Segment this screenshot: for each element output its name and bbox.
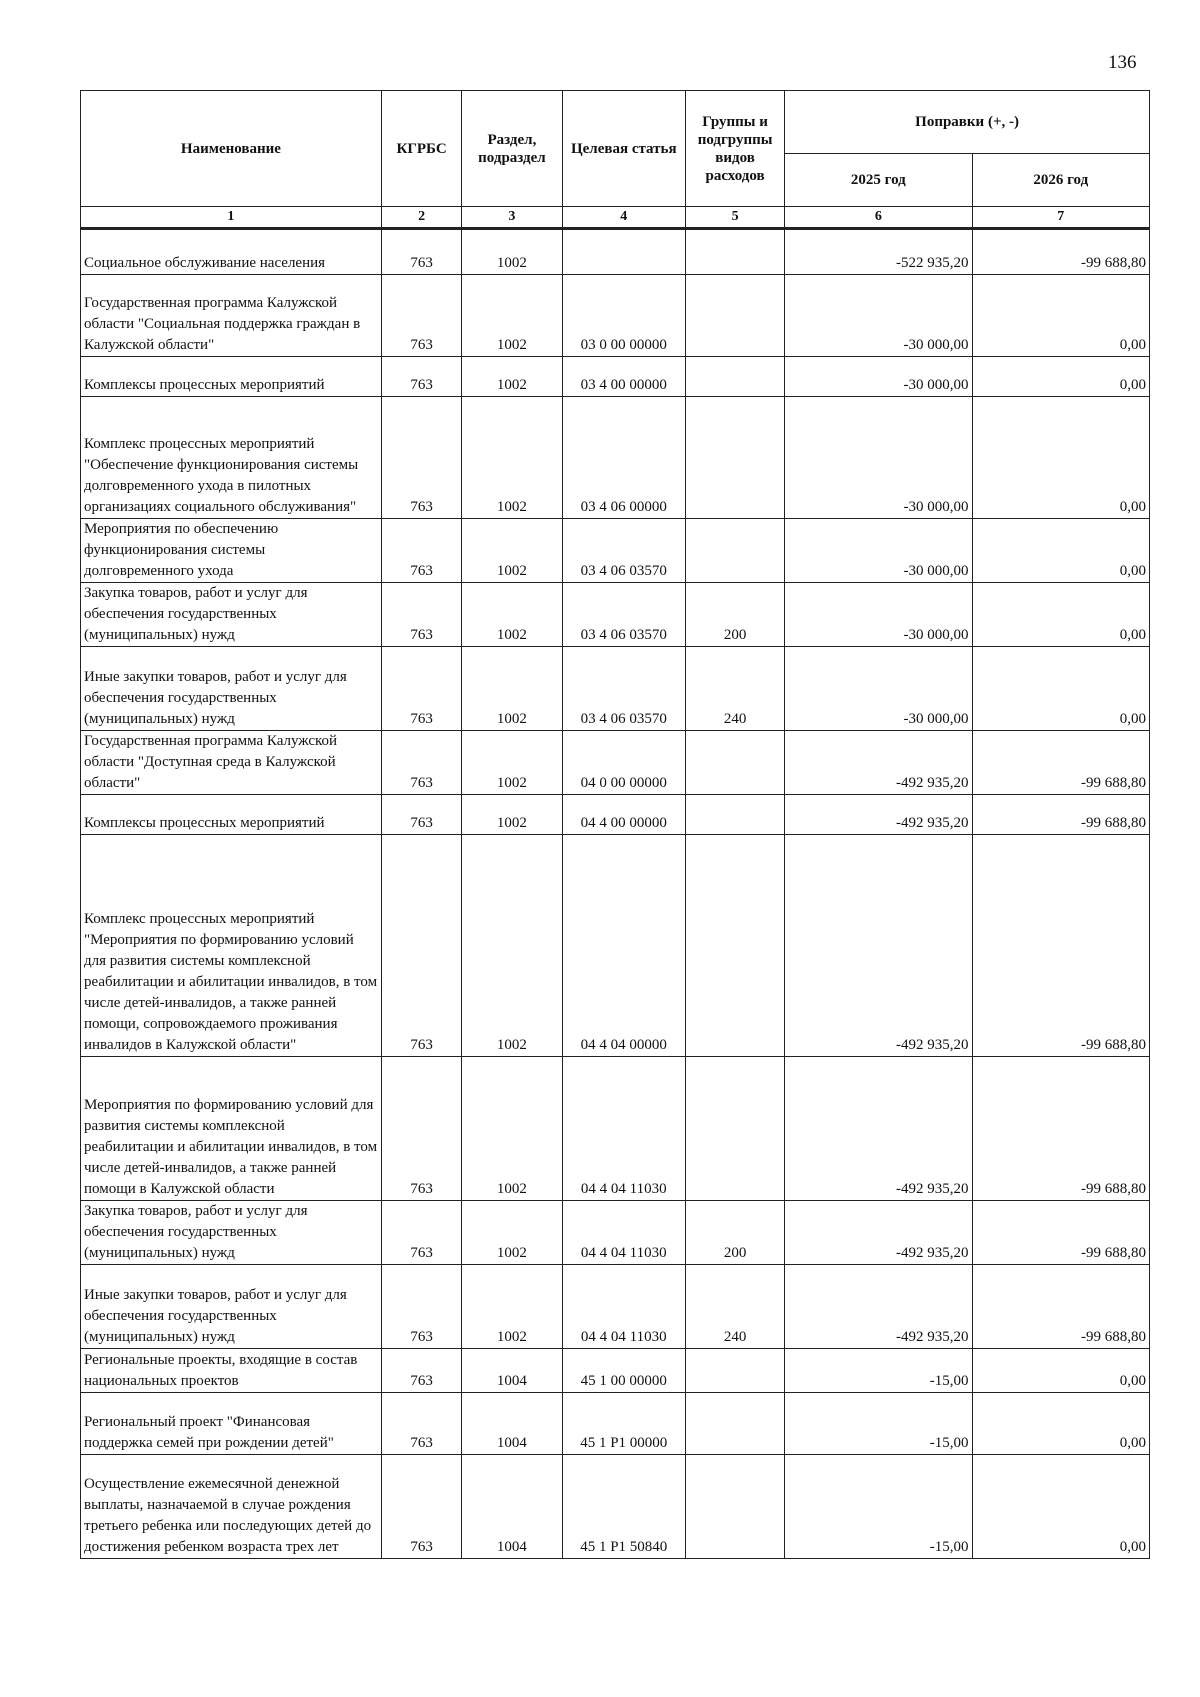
column-number: 2 — [381, 207, 461, 229]
row-name: Комплекс процессных мероприятий "Обеспечение функционирования системы долговременного ухода в пилотных организациях социального обслуживания" — [81, 397, 382, 519]
row-target: 03 4 06 03570 — [562, 583, 685, 647]
row-name: Комплексы процессных мероприятий — [81, 357, 382, 397]
row-section: 1004 — [462, 1393, 562, 1455]
column-number: 1 — [81, 207, 382, 229]
row-amount-2026: 0,00 — [972, 647, 1150, 731]
row-amount-2026: 0,00 — [972, 275, 1150, 357]
row-name: Осуществление ежемесячной денежной выплаты, назначаемой в случае рождения третьего ребенка или последующих детей до достижения ребенком возраста трех лет — [81, 1455, 382, 1559]
row-amount-2026: 0,00 — [972, 1349, 1150, 1393]
row-target: 03 0 00 00000 — [562, 275, 685, 357]
row-name: Закупка товаров, работ и услуг для обеспечения государственных (муниципальных) нужд — [81, 583, 382, 647]
row-section: 1002 — [462, 397, 562, 519]
row-amount-2026: 0,00 — [972, 583, 1150, 647]
row-target: 03 4 06 03570 — [562, 519, 685, 583]
row-target: 45 1 00 00000 — [562, 1349, 685, 1393]
row-group — [685, 731, 784, 795]
row-name: Мероприятия по обеспечению функционирования системы долговременного ухода — [81, 519, 382, 583]
row-group — [685, 275, 784, 357]
row-kgrbs: 763 — [381, 795, 461, 835]
row-amount-2025: -30 000,00 — [785, 647, 972, 731]
row-section: 1004 — [462, 1455, 562, 1559]
row-section: 1002 — [462, 647, 562, 731]
row-amount-2025: -30 000,00 — [785, 397, 972, 519]
table-row — [81, 1393, 1150, 1455]
row-amount-2025: -15,00 — [785, 1455, 972, 1559]
row-amount-2026: -99 688,80 — [972, 1057, 1150, 1201]
page-number: 136 — [1108, 52, 1137, 73]
row-amount-2026: 0,00 — [972, 1455, 1150, 1559]
row-section: 1002 — [462, 1201, 562, 1265]
table-row — [81, 357, 1150, 397]
table-row — [81, 1201, 1150, 1265]
row-kgrbs: 763 — [381, 835, 461, 1057]
row-kgrbs: 763 — [381, 1393, 461, 1455]
row-group — [685, 519, 784, 583]
header-amendments: Поправки (+, -) — [785, 91, 1150, 154]
column-number: 6 — [785, 207, 972, 229]
table-row — [81, 1057, 1150, 1201]
row-group — [685, 1455, 784, 1559]
row-target: 03 4 06 03570 — [562, 647, 685, 731]
header-section: Раздел, подраздел — [462, 91, 562, 207]
row-target: 04 4 04 11030 — [562, 1201, 685, 1265]
row-name: Региональные проекты, входящие в состав национальных проектов — [81, 1349, 382, 1393]
row-group — [685, 795, 784, 835]
row-group: 240 — [685, 647, 784, 731]
row-group: 200 — [685, 583, 784, 647]
header-name: Наименование — [81, 91, 382, 207]
row-amount-2025: -492 935,20 — [785, 795, 972, 835]
row-target: 03 4 00 00000 — [562, 357, 685, 397]
row-amount-2025: -492 935,20 — [785, 1265, 972, 1349]
row-amount-2025: -492 935,20 — [785, 1057, 972, 1201]
row-kgrbs: 763 — [381, 275, 461, 357]
table-row — [81, 1265, 1150, 1349]
row-amount-2025: -492 935,20 — [785, 1201, 972, 1265]
row-name: Закупка товаров, работ и услуг для обеспечения государственных (муниципальных) нужд — [81, 1201, 382, 1265]
table-row — [81, 1455, 1150, 1559]
row-amount-2025: -15,00 — [785, 1393, 972, 1455]
row-kgrbs: 763 — [381, 1455, 461, 1559]
row-kgrbs: 763 — [381, 1265, 461, 1349]
row-amount-2026: 0,00 — [972, 1393, 1150, 1455]
row-kgrbs: 763 — [381, 229, 461, 275]
row-amount-2025: -15,00 — [785, 1349, 972, 1393]
row-group — [685, 1349, 784, 1393]
table-row — [81, 583, 1150, 647]
row-amount-2025: -522 935,20 — [785, 229, 972, 275]
row-amount-2026: -99 688,80 — [972, 835, 1150, 1057]
row-kgrbs: 763 — [381, 583, 461, 647]
row-amount-2025: -492 935,20 — [785, 835, 972, 1057]
column-number: 3 — [462, 207, 562, 229]
row-section: 1002 — [462, 1057, 562, 1201]
row-amount-2026: -99 688,80 — [972, 1201, 1150, 1265]
table-row — [81, 275, 1150, 357]
row-name: Иные закупки товаров, работ и услуг для обеспечения государственных (муниципальных) нужд — [81, 1265, 382, 1349]
row-kgrbs: 763 — [381, 647, 461, 731]
budget-amendments-table — [80, 90, 1150, 1559]
row-kgrbs: 763 — [381, 1349, 461, 1393]
row-section: 1002 — [462, 1265, 562, 1349]
row-target: 04 4 04 00000 — [562, 835, 685, 1057]
row-amount-2026: 0,00 — [972, 397, 1150, 519]
table-row — [81, 1349, 1150, 1393]
row-name: Комплекс процессных мероприятий "Мероприятия по формированию условий для развития системы комплексной реабилитации и абилитации инвалидов, в том числе детей-инвалидов, а также ранней помощи, сопровождаемого проживания инвалидов в Калужской области" — [81, 835, 382, 1057]
row-amount-2026: -99 688,80 — [972, 795, 1150, 835]
row-name: Региональный проект "Финансовая поддержка семей при рождении детей" — [81, 1393, 382, 1455]
table-row — [81, 647, 1150, 731]
row-kgrbs: 763 — [381, 731, 461, 795]
row-section: 1002 — [462, 275, 562, 357]
table-row — [81, 835, 1150, 1057]
row-target: 04 4 00 00000 — [562, 795, 685, 835]
table-row — [81, 731, 1150, 795]
row-name: Мероприятия по формированию условий для развития системы комплексной реабилитации и абилитации инвалидов, в том числе детей-инвалидов, а также ранней помощи в Калужской области — [81, 1057, 382, 1201]
row-name: Государственная программа Калужской области "Социальная поддержка граждан в Калужской области" — [81, 275, 382, 357]
row-group — [685, 835, 784, 1057]
header-year-2025: 2025 год — [785, 154, 972, 207]
row-section: 1002 — [462, 229, 562, 275]
row-kgrbs: 763 — [381, 357, 461, 397]
header-kgrbs: КГРБС — [381, 91, 461, 207]
row-amount-2026: -99 688,80 — [972, 229, 1150, 275]
row-target: 45 1 P1 50840 — [562, 1455, 685, 1559]
row-section: 1002 — [462, 835, 562, 1057]
row-group: 240 — [685, 1265, 784, 1349]
row-target: 04 4 04 11030 — [562, 1265, 685, 1349]
row-kgrbs: 763 — [381, 519, 461, 583]
row-target — [562, 229, 685, 275]
column-number: 4 — [562, 207, 685, 229]
table-row — [81, 795, 1150, 835]
column-number: 5 — [685, 207, 784, 229]
row-name: Государственная программа Калужской области "Доступная среда в Калужской области" — [81, 731, 382, 795]
row-name: Социальное обслуживание населения — [81, 229, 382, 275]
row-section: 1002 — [462, 357, 562, 397]
table-row — [81, 397, 1150, 519]
row-section: 1002 — [462, 583, 562, 647]
row-group — [685, 1393, 784, 1455]
row-target: 45 1 P1 00000 — [562, 1393, 685, 1455]
row-amount-2025: -492 935,20 — [785, 731, 972, 795]
row-amount-2026: 0,00 — [972, 519, 1150, 583]
row-amount-2025: -30 000,00 — [785, 519, 972, 583]
row-amount-2026: -99 688,80 — [972, 1265, 1150, 1349]
row-section: 1002 — [462, 519, 562, 583]
row-amount-2026: 0,00 — [972, 357, 1150, 397]
row-kgrbs: 763 — [381, 1201, 461, 1265]
column-number: 7 — [972, 207, 1150, 229]
header-year-2026: 2026 год — [972, 154, 1150, 207]
row-target: 03 4 06 00000 — [562, 397, 685, 519]
row-name: Комплексы процессных мероприятий — [81, 795, 382, 835]
table-row — [81, 519, 1150, 583]
row-amount-2025: -30 000,00 — [785, 357, 972, 397]
row-target: 04 0 00 00000 — [562, 731, 685, 795]
row-kgrbs: 763 — [381, 1057, 461, 1201]
row-group — [685, 357, 784, 397]
row-section: 1004 — [462, 1349, 562, 1393]
row-section: 1002 — [462, 795, 562, 835]
row-amount-2025: -30 000,00 — [785, 275, 972, 357]
row-amount-2025: -30 000,00 — [785, 583, 972, 647]
row-group — [685, 1057, 784, 1201]
row-target: 04 4 04 11030 — [562, 1057, 685, 1201]
table-row — [81, 229, 1150, 275]
header-groups: Группы и подгруппы видов расходов — [685, 91, 784, 207]
row-section: 1002 — [462, 731, 562, 795]
row-group: 200 — [685, 1201, 784, 1265]
row-amount-2026: -99 688,80 — [972, 731, 1150, 795]
row-group — [685, 397, 784, 519]
header-target: Целевая статья — [562, 91, 685, 207]
row-group — [685, 229, 784, 275]
row-name: Иные закупки товаров, работ и услуг для обеспечения государственных (муниципальных) нужд — [81, 647, 382, 731]
row-kgrbs: 763 — [381, 397, 461, 519]
